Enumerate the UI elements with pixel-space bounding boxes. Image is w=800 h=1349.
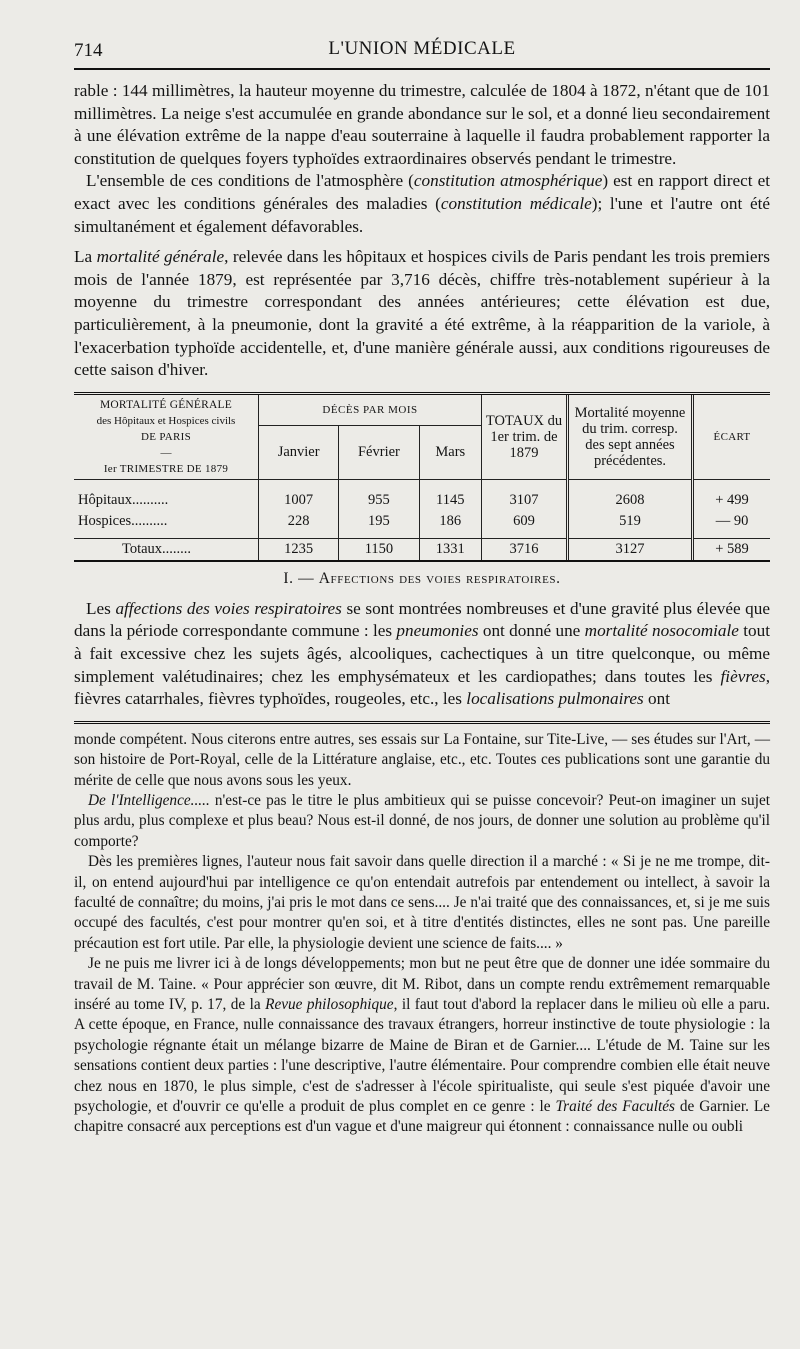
feuilleton-paragraph: Je ne puis me livrer ici à de longs développements; mon but ne peut être que de donner une idée sommaire du travail de M. Taine. « Pour apprécier son œuvre, dit M. Ribot, dans un compte rendu extrêmement remarquable inséré au tome IV, p. 17, de la Revue philosophique, il faut tout d'abord la replacer dans le milieu où elle a paru. A cette époque, en France, nulle connaissance des travaux étrangers, horreur instinctive de toute physiologie : la psychologie régnante était un mélange bizarre de Maine de Biran et de Garnier.... L'étude de M. Taine sur les sensations contient deux parties : l'une descriptive, l'autre élémentaire. Pour comprendre combien elle était neuve chez nous en 1870, le plus simple, c'est de s'adresser à l'école spiritualiste, qui seule s'est piquée d'avoir une psychologie, et d'ouvrir ce qu'elle a produit de plus complet en ce genre : le Traité des Facultés de Garnier. Le chapitre consacré aux perceptions est d'un vague et d'une maigreur qui étonnent : connaissance nulle ou oubli <box>74 955 770 1136</box>
totaux-header: TOTAUX du 1er trim. de 1879 <box>482 395 568 480</box>
table-head-left: MORTALITÉ GÉNÉRALE des Hôpitaux et Hospices civils DE PARIS — Ier TRIMESTRE DE 1879 <box>74 395 259 480</box>
paragraph-constitution: L'ensemble de ces conditions de l'atmosphère (constitution atmosphérique) est en rapport direct et exact avec les conditions générales des maladies (constitution médicale); l'une et l'autre ont été simultanément et également défavorables. <box>74 171 771 236</box>
table-row: Hôpitaux.......... 1007 955 1145 3107 2608 + 499 <box>74 490 770 511</box>
main-text <box>74 80 770 382</box>
feuilleton-paragraph: Dès les premières lignes, l'auteur nous fait savoir dans quelle direction il a marché : « Si je ne me trompe, dit-il, on entend aujourd'hui par intelligence ce qu'on entendait autrefois par entendement ou intellect, à savoir la faculté de connaître; du moins, j'ai pris le mot dans ce sens.... Je n'ai traité que des connaissances, et, si je me suis occupé des facultés, c'est pour montrer qu'en soi, et à titre d'entités distinctes, elles ne sont pas. Une pareille précaution est fort utile. Par elle, la physiologie devient une science de faits.... » <box>74 853 770 952</box>
moyenne-header: Mortalité moyenne du trim. corresp. des sept années précédentes. <box>568 395 693 480</box>
months-header: DÉCÈS PAR MOIS <box>259 395 482 426</box>
feuilleton-paragraph: monde compétent. Nous citerons entre autres, ses essais sur La Fontaine, sur Tite-Live, — ses études sur l'Art, — son histoire de Port-Royal, celle de la Littérature anglaise, etc., etc. Toutes ces publications sont une garantie du mérite de celle que nous avons sous les yeux. <box>74 730 770 789</box>
ecart-header: ÉCART <box>713 430 751 443</box>
paragraph-mortalite: La mortalité générale, relevée dans les hôpitaux et hospices civils de Paris pendant les trois premiers mois de l'année 1879, est représentée par 3,716 décès, chiffre très-notablement supérieur à la moyenne du trimestre correspondant des années antérieures; cette élévation est due, particulièrement, à la pneumonie, dont la gravité a été extrême, à la réapparition de la variole, à l'exacerbation typhoïde accidentelle, et, d'une manière générale aussi, aux conditions rigoureuses de cette saison d'hiver. <box>74 247 770 380</box>
mortality-table <box>74 392 770 562</box>
feuilleton-divider <box>74 721 770 724</box>
month-mars: Mars <box>419 425 481 479</box>
section-text: Les affections des voies respiratoires se sont montrées nombreuses et d'une gravité plus élevée que dans la période correspondante commune : les pneumonies ont donné une mortalité nosocomiale tout à fait excessive chez les sujets âgés, alcooliques, cachectiques à un titre quelconque, ou même simplement valétudinaires; chez les emphysémateux et les cardiopathes; dans toutes les fièvres, fièvres catarrhales, fièvres typhoïdes, rougeoles, etc., les localisations pulmonaires ont <box>74 598 770 709</box>
totals-row: Totaux........ 1235 1150 1331 3716 3127 + 589 <box>74 538 770 560</box>
month-fevrier: Février <box>339 425 419 479</box>
journal-title: L'UNION MÉDICALE <box>328 38 516 59</box>
table-row: Hospices.......... 228 195 186 609 519 — 90 <box>74 511 770 532</box>
feuilleton-text <box>74 730 770 1138</box>
paragraph-pluie-neige: rable : 144 millimètres, la hauteur moyenne du trimestre, calculée de 1804 à 1872, n'étant que de 101 millimètres. La neige s'est accumulée en grande abondance sur le sol, et a donné lieu secondairement à une élévation extrême de la nappe d'eau souterraine à laquelle il faudra probablement rapporter la constitution de quelques foyers typhoïdes extraordinaires observés pendant le trimestre. <box>74 81 770 168</box>
page-number: 714 <box>74 40 103 61</box>
month-janvier: Janvier <box>259 425 339 479</box>
page-header <box>74 34 770 70</box>
feuilleton-paragraph: De l'Intelligence..... n'est-ce pas le titre le plus ambitieux qui se puisse concevoir? Peut-on imaginer un sujet plus ardu, plus complexe et plus beau? Nous est-il donné, de nos jours, de donner une solution au problème qu'il comporte? <box>74 791 770 850</box>
section-heading: I. — Affections des voies respiratoires. <box>283 569 561 587</box>
